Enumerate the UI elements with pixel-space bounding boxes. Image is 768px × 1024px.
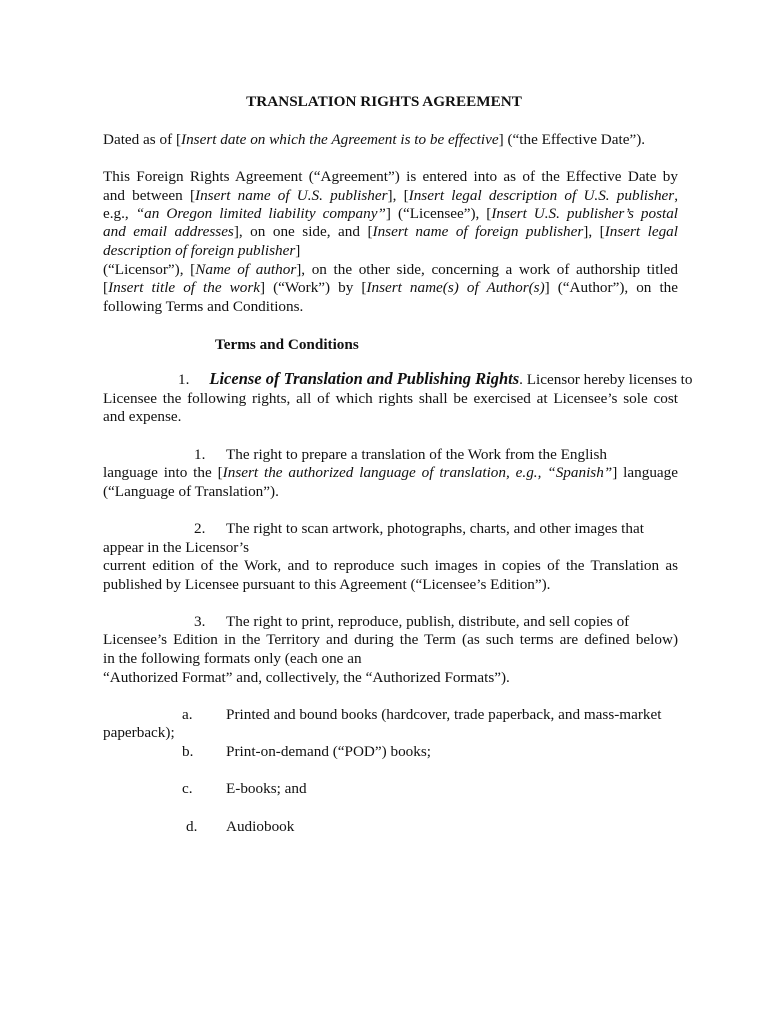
format-c-letter: c. (182, 780, 193, 797)
intro-line-6: (“Licensor”), [Name of author], on the other side, concerning a work of authorship titled (103, 261, 678, 278)
intro-line-8: following Terms and Conditions. (103, 298, 304, 315)
format-c-text: E-books; and (226, 780, 307, 797)
item-2-line-1: The right to scan artwork, photographs, charts, and other images that (226, 520, 644, 537)
format-a-letter: a. (182, 706, 193, 723)
format-b-letter: b. (182, 743, 194, 760)
intro-line-5: description of foreign publisher] (103, 242, 301, 259)
section-1-title: License of Translation and Publishing Rights (209, 369, 520, 388)
intro-line-3: e.g., “an Oregon limited liability company”] (“Licensee”), [Insert U.S. publisher’s postal (103, 205, 679, 222)
item-2-line-4: published by Licensee pursuant to this Agreement (“Licensee’s Edition”). (103, 576, 551, 593)
section-1-line-1: 1. License of Translation and Publishing Rights. Licensor hereby licenses to (178, 369, 693, 388)
format-a-text: Printed and bound books (hardcover, trade paperback, and mass-market (226, 706, 662, 723)
item-1-line-3: (“Language of Translation”). (103, 483, 279, 500)
item-3-line-4: “Authorized Format” and, collectively, the “Authorized Formats”). (103, 669, 510, 686)
item-3-line-2: Licensee’s Edition in the Territory and during the Term (as such terms are defined below) (103, 631, 678, 648)
section-1-number: 1. (178, 371, 190, 388)
intro-line-4: and email addresses], on one side, and [Insert name of foreign publisher], [Insert legal (103, 223, 678, 240)
document-title: TRANSLATION RIGHTS AGREEMENT (246, 93, 522, 110)
item-1-line-2: language into the [Insert the authorized language of translation, e.g., “Spanish”] language (103, 464, 678, 481)
terms-heading: Terms and Conditions (215, 336, 359, 353)
item-2-line-2: appear in the Licensor’s (103, 539, 250, 556)
dated-line: Dated as of [Insert date on which the Agreement is to be effective] (“the Effective Date”). (103, 131, 646, 148)
intro-line-7: [Insert title of the work] (“Work”) by [Insert name(s) of Author(s)] (“Author”), on the (103, 279, 678, 296)
intro-line-2: and between [Insert name of U.S. publisher], [Insert legal description of U.S. publisher, (103, 187, 678, 204)
item-3-line-3: in the following formats only (each one an (103, 650, 362, 667)
item-2-number: 2. (194, 520, 206, 537)
section-1-line-2: Licensee the following rights, all of which rights shall be exercised at Licensee’s sole cost (103, 390, 678, 407)
item-3-number: 3. (194, 613, 206, 630)
format-d-text: Audiobook (226, 818, 295, 835)
date-placeholder: Insert date on which the Agreement is to be effective (181, 131, 499, 148)
item-3-line-1: The right to print, reproduce, publish, distribute, and sell copies of (226, 613, 630, 630)
format-d-letter: d. (186, 818, 198, 835)
item-1-number: 1. (194, 446, 206, 463)
format-a-continuation: paperback); (103, 724, 175, 741)
format-b-text: Print-on-demand (“POD”) books; (226, 743, 431, 760)
item-1-line-1: The right to prepare a translation of the Work from the English (226, 446, 608, 463)
item-2-line-3: current edition of the Work, and to reproduce such images in copies of the Translation as (103, 557, 678, 574)
section-1-line-3: and expense. (103, 408, 182, 425)
intro-line-1: This Foreign Rights Agreement (“Agreement”) is entered into as of the Effective Date by (103, 168, 678, 185)
